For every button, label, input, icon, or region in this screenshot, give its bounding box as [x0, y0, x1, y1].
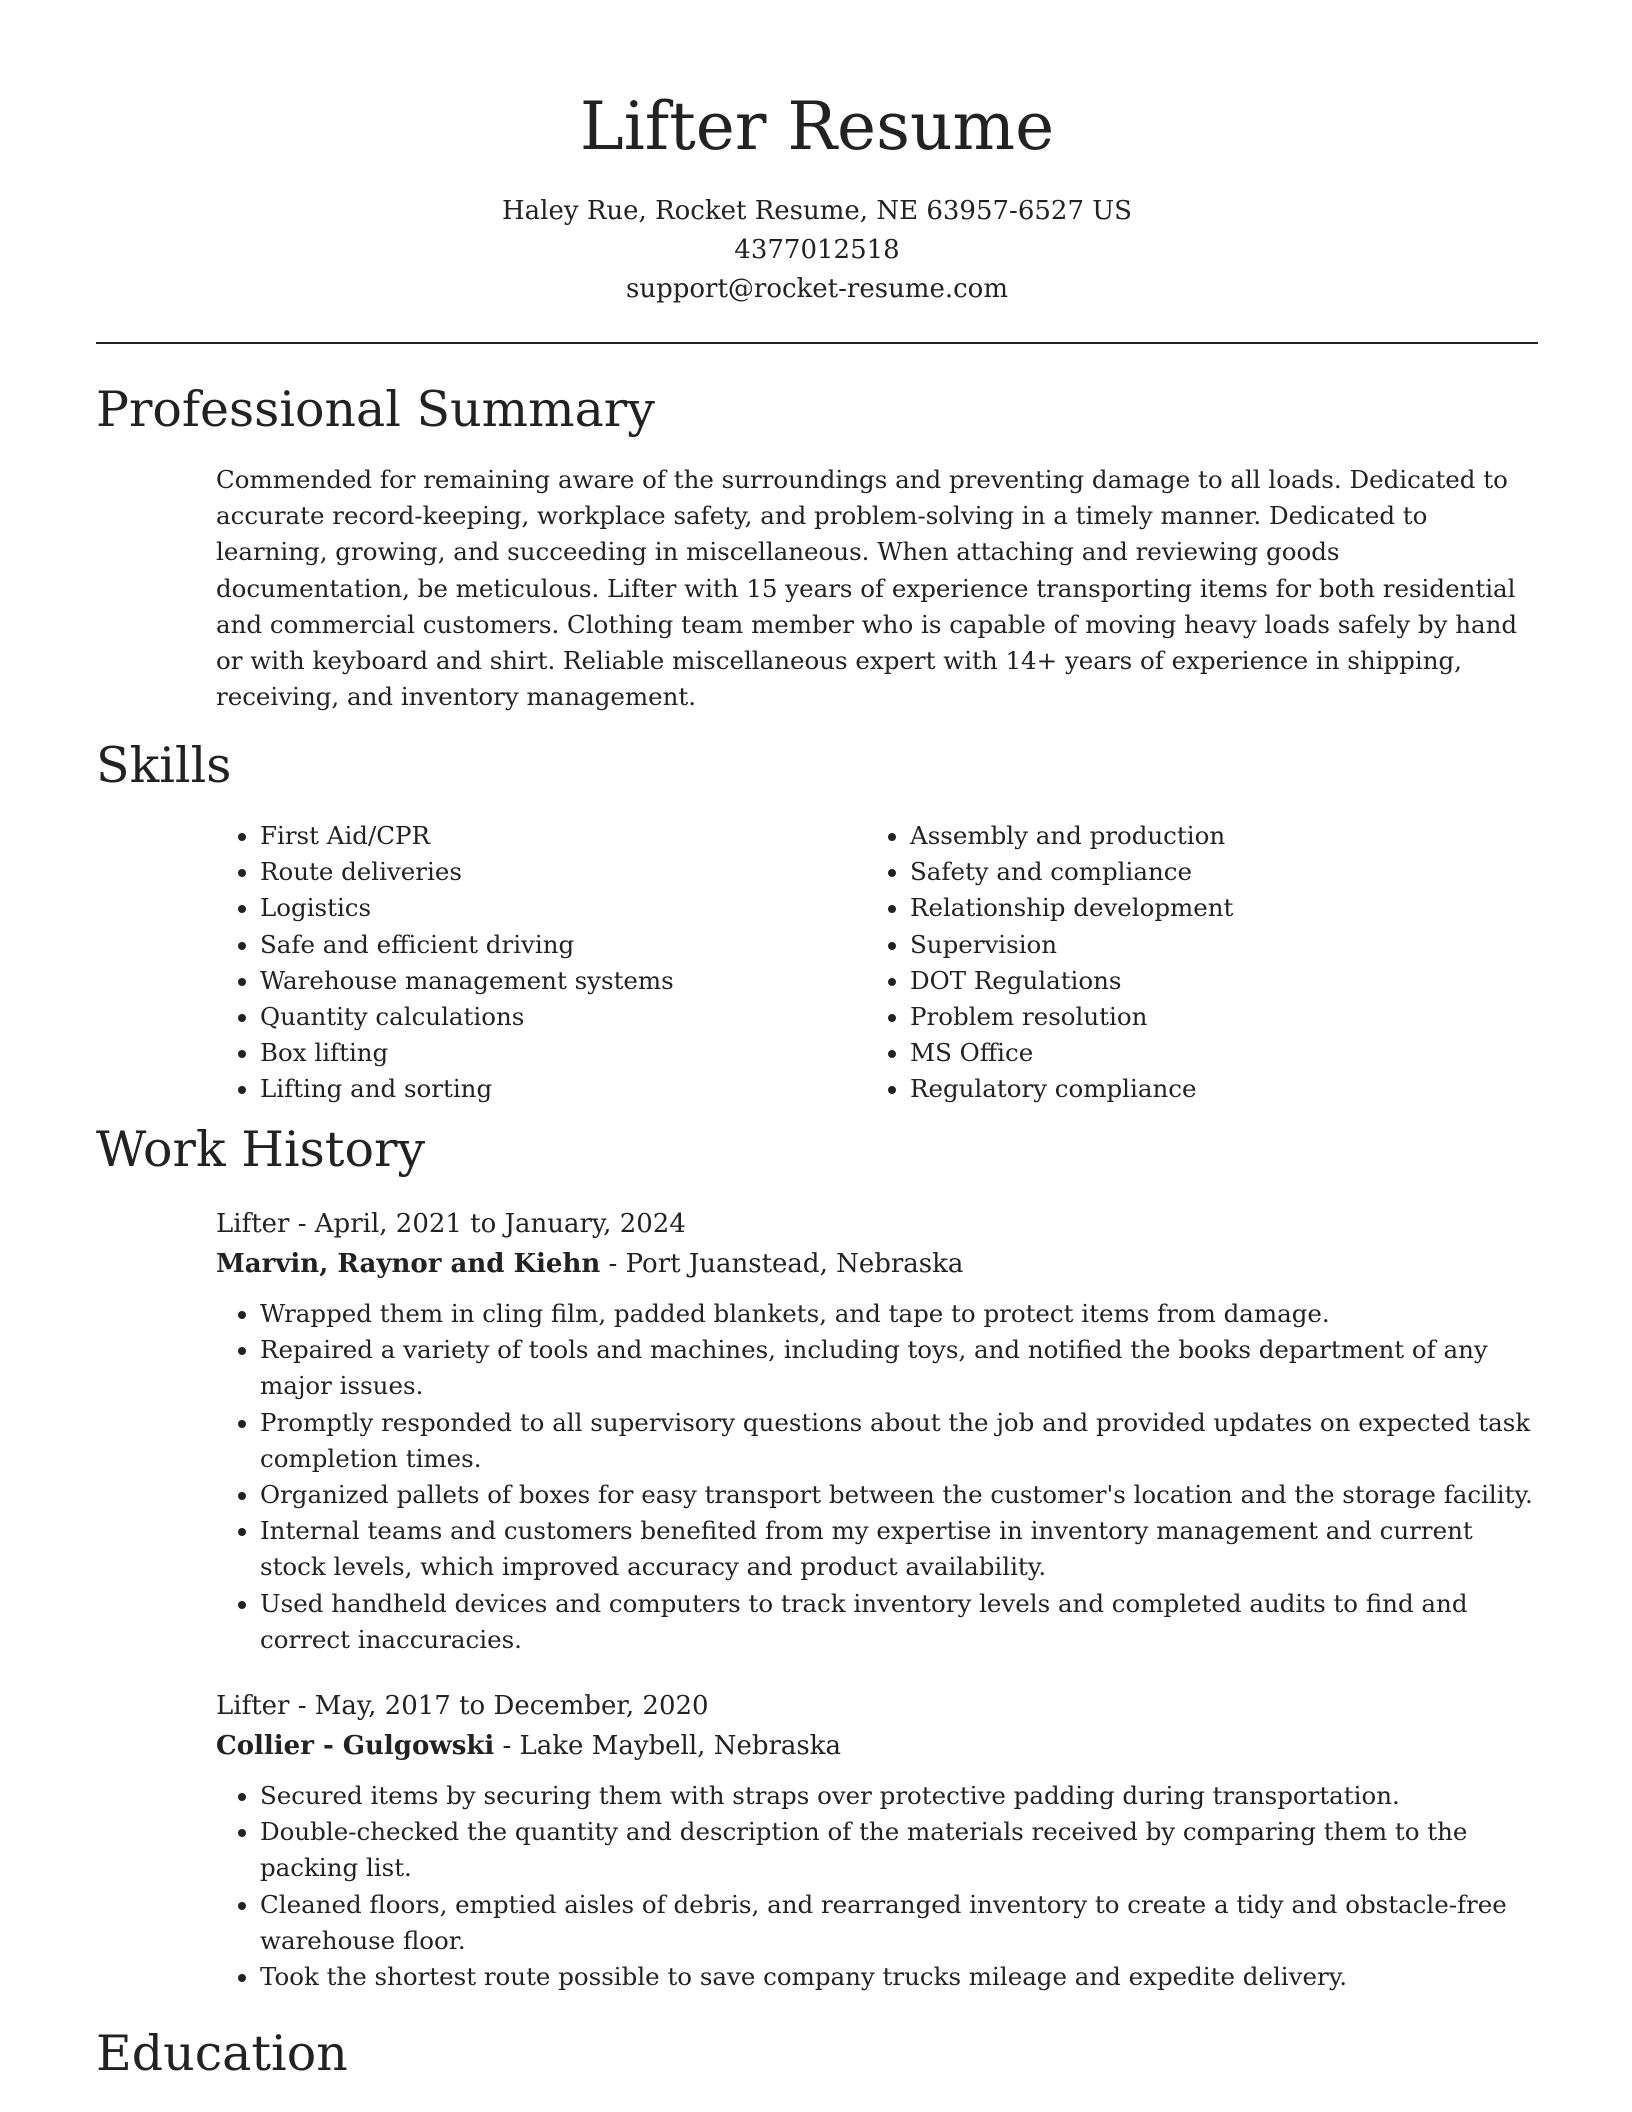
job-entry: [216, 1686, 1534, 1995]
job-duty: • Wrapped them in cling film, padded blankets, and tape to protect items from damage.: [260, 1296, 1534, 1332]
skill-item: • Warehouse management systems: [260, 963, 866, 999]
skills-list: [216, 818, 1534, 1108]
contact-phone: 4377012518: [734, 235, 900, 265]
job-duty: • Organized pallets of boxes for easy transport between the customer's location and the storage facility.: [260, 1477, 1534, 1513]
skill-item: • Safe and efficient driving: [260, 927, 866, 963]
job-duties: [216, 1296, 1534, 1658]
summary-text: Commended for remaining aware of the surroundings and preventing damage to all loads. Dedicated to accurate record-keeping, workplace safety, and problem-solving in a timely manner. Dedicated to learning, growing, and succeeding in miscellaneous. When attaching and reviewing goods documentation, be meticulous. Lifter with 15 years of experience transporting items for both residential and commercial customers. Clothing team member who is capable of moving heavy loads safely by hand or with keyboard and shirt. Reliable miscellaneous expert with 14+ years of experience in shipping, receiving, and inventory management.: [216, 465, 1518, 712]
skill-item: • Problem resolution: [910, 999, 1530, 1035]
job-title-dates: Lifter - May, 2017 to December, 2020: [216, 1691, 709, 1721]
skill-item: • First Aid/CPR: [260, 818, 866, 854]
job-location: - Lake Maybell, Nebraska: [494, 1731, 842, 1761]
education-heading: Education: [96, 2025, 348, 2082]
job-employer: [216, 1726, 1534, 1766]
skill-item: • Box lifting: [260, 1035, 866, 1071]
resume-title: Lifter Resume: [579, 88, 1055, 165]
job-duties: [216, 1778, 1534, 1995]
skill-item: • Supervision: [910, 927, 1530, 963]
contact-info: [96, 192, 1538, 309]
job-duty: • Double-checked the quantity and description of the materials received by comparing them to the packing list.: [260, 1814, 1534, 1886]
skill-item: • Assembly and production: [910, 818, 1530, 854]
skill-item: • Regulatory compliance: [910, 1071, 1530, 1107]
skills-column-left: [216, 818, 866, 1108]
job-duty: • Took the shortest route possible to save company trucks mileage and expedite delivery.: [260, 1959, 1534, 1995]
contact-email: support@rocket-resume.com: [625, 274, 1008, 304]
job-duty: • Internal teams and customers benefited from my expertise in inventory management and current stock levels, which improved accuracy and product availability.: [260, 1513, 1534, 1585]
job-entry: [216, 1204, 1534, 1658]
company-name: Collier - Gulgowski: [216, 1731, 495, 1761]
job-duty: • Used handheld devices and computers to track inventory levels and completed audits to find and correct inaccuracies.: [260, 1586, 1534, 1658]
summary-heading: Professional Summary: [96, 381, 655, 438]
contact-address: Haley Rue, Rocket Resume, NE 63957-6527 US: [502, 196, 1132, 226]
work-history-heading: Work History: [96, 1121, 426, 1178]
job-title-dates: Lifter - April, 2021 to January, 2024: [216, 1209, 686, 1239]
job-duty: • Repaired a variety of tools and machines, including toys, and notified the books department of any major issues.: [260, 1332, 1534, 1404]
skill-item: • Logistics: [260, 890, 866, 926]
job-duty: • Secured items by securing them with straps over protective padding during transportation.: [260, 1778, 1534, 1814]
skill-item: • Lifting and sorting: [260, 1071, 866, 1107]
skill-item: • Route deliveries: [260, 854, 866, 890]
skill-item: • Relationship development: [910, 890, 1530, 926]
skill-item: • DOT Regulations: [910, 963, 1530, 999]
resume-page: [96, 0, 1538, 2112]
job-duty: • Cleaned floors, emptied aisles of debris, and rearranged inventory to create a tidy and obstacle-free warehouse floor.: [260, 1887, 1534, 1959]
skill-item: • Quantity calculations: [260, 999, 866, 1035]
header-divider: [96, 342, 1538, 344]
job-duty: • Promptly responded to all supervisory questions about the job and provided updates on expected task completion times.: [260, 1405, 1534, 1477]
job-location: - Port Juanstead, Nebraska: [600, 1249, 964, 1279]
skills-column-right: [866, 818, 1530, 1108]
company-name: Marvin, Raynor and Kiehn: [216, 1249, 601, 1279]
job-employer: [216, 1244, 1534, 1284]
skill-item: • MS Office: [910, 1035, 1530, 1071]
skill-item: • Safety and compliance: [910, 854, 1530, 890]
skills-heading: Skills: [96, 737, 232, 794]
